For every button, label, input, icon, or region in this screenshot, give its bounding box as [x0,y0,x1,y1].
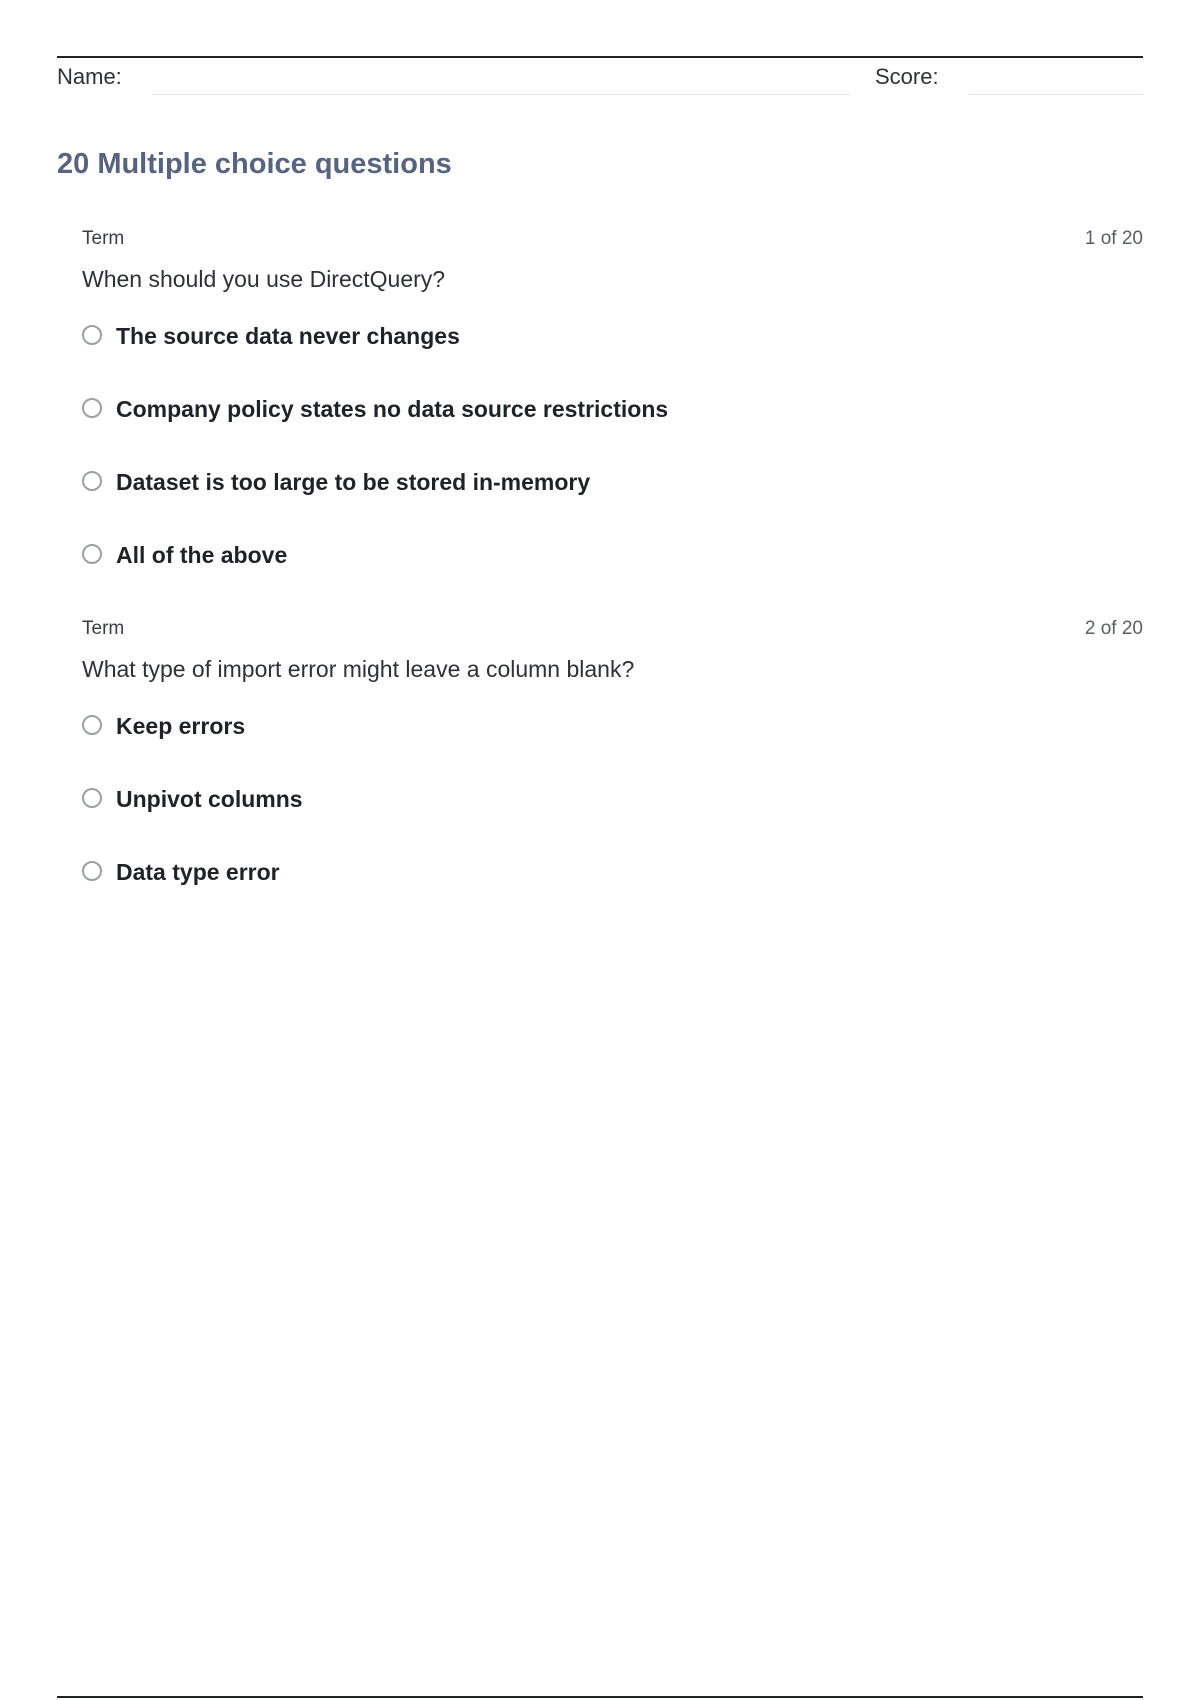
score-label: Score: [875,64,939,89]
radio-button[interactable] [82,861,102,881]
radio-button[interactable] [82,325,102,345]
radio-button[interactable] [82,788,102,808]
term-label: Term [82,228,125,249]
answer-label: Dataset is too large to be stored in-memory [116,469,591,495]
answer-label: Company policy states no data source restrictions [116,396,669,422]
answer-label: The source data never changes [116,323,460,349]
radio-button[interactable] [82,471,102,491]
answer-option[interactable] [82,787,882,860]
score-field[interactable] [969,94,1143,95]
answer-label: Keep errors [116,713,246,739]
answer-option[interactable] [82,543,882,616]
answer-options [82,324,882,616]
answer-options [82,714,882,933]
section-title: 20 Multiple choice questions [57,148,452,180]
name-field[interactable] [152,94,850,95]
answer-option[interactable] [82,397,882,470]
top-rule [57,56,1143,58]
header-row [57,60,1143,100]
question-prompt: When should you use DirectQuery? [82,266,446,292]
answer-option[interactable] [82,324,882,397]
answer-label: Data type error [116,859,280,885]
answer-option[interactable] [82,470,882,543]
name-label: Name: [57,64,122,89]
bottom-rule [57,1696,1143,1698]
radio-button[interactable] [82,398,102,418]
answer-option[interactable] [82,860,882,933]
term-label: Term [82,618,125,639]
radio-button[interactable] [82,544,102,564]
answer-label: Unpivot columns [116,786,303,812]
question-counter: 1 of 20 [1084,228,1143,249]
question-counter: 2 of 20 [1084,618,1143,639]
radio-button[interactable] [82,715,102,735]
answer-label: All of the above [116,542,288,568]
answer-option[interactable] [82,714,882,787]
question-prompt: What type of import error might leave a column blank? [82,656,635,682]
